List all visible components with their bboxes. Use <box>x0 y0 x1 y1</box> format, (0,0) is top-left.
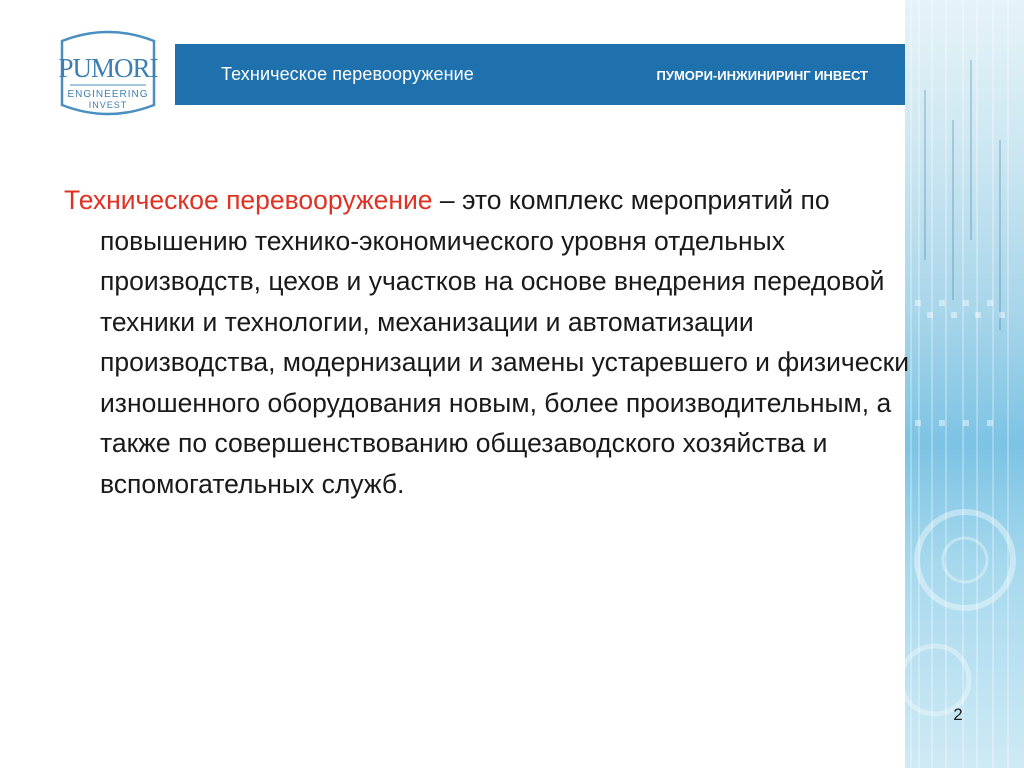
header-band <box>175 44 905 105</box>
definition-paragraph <box>64 180 930 504</box>
company-logo <box>54 27 162 121</box>
svg-text:ENGINEERING: ENGINEERING <box>67 89 149 100</box>
definition-text: – это комплекс мероприятий по повышению технико-экономического уровня отдельных производств, цехов и участков на основе внедрения передовой техники и технологии, механизации и автоматизации производства, модернизации и замены устаревшего и физически изношенного оборудования новым, более производительным, а также по совершенствованию общезаводского хозяйства и вспомогательных служб. <box>100 185 910 499</box>
company-name: ПУМОРИ-ИНЖИНИРИНГ ИНВЕСТ <box>656 68 868 83</box>
svg-text:INVEST: INVEST <box>88 100 128 110</box>
svg-text:PUMORI: PUMORI <box>58 53 158 83</box>
slide-title: Техническое перевооружение <box>221 64 474 84</box>
page-number: 2 <box>953 705 963 724</box>
defined-term: Техническое перевооружение <box>64 185 433 215</box>
